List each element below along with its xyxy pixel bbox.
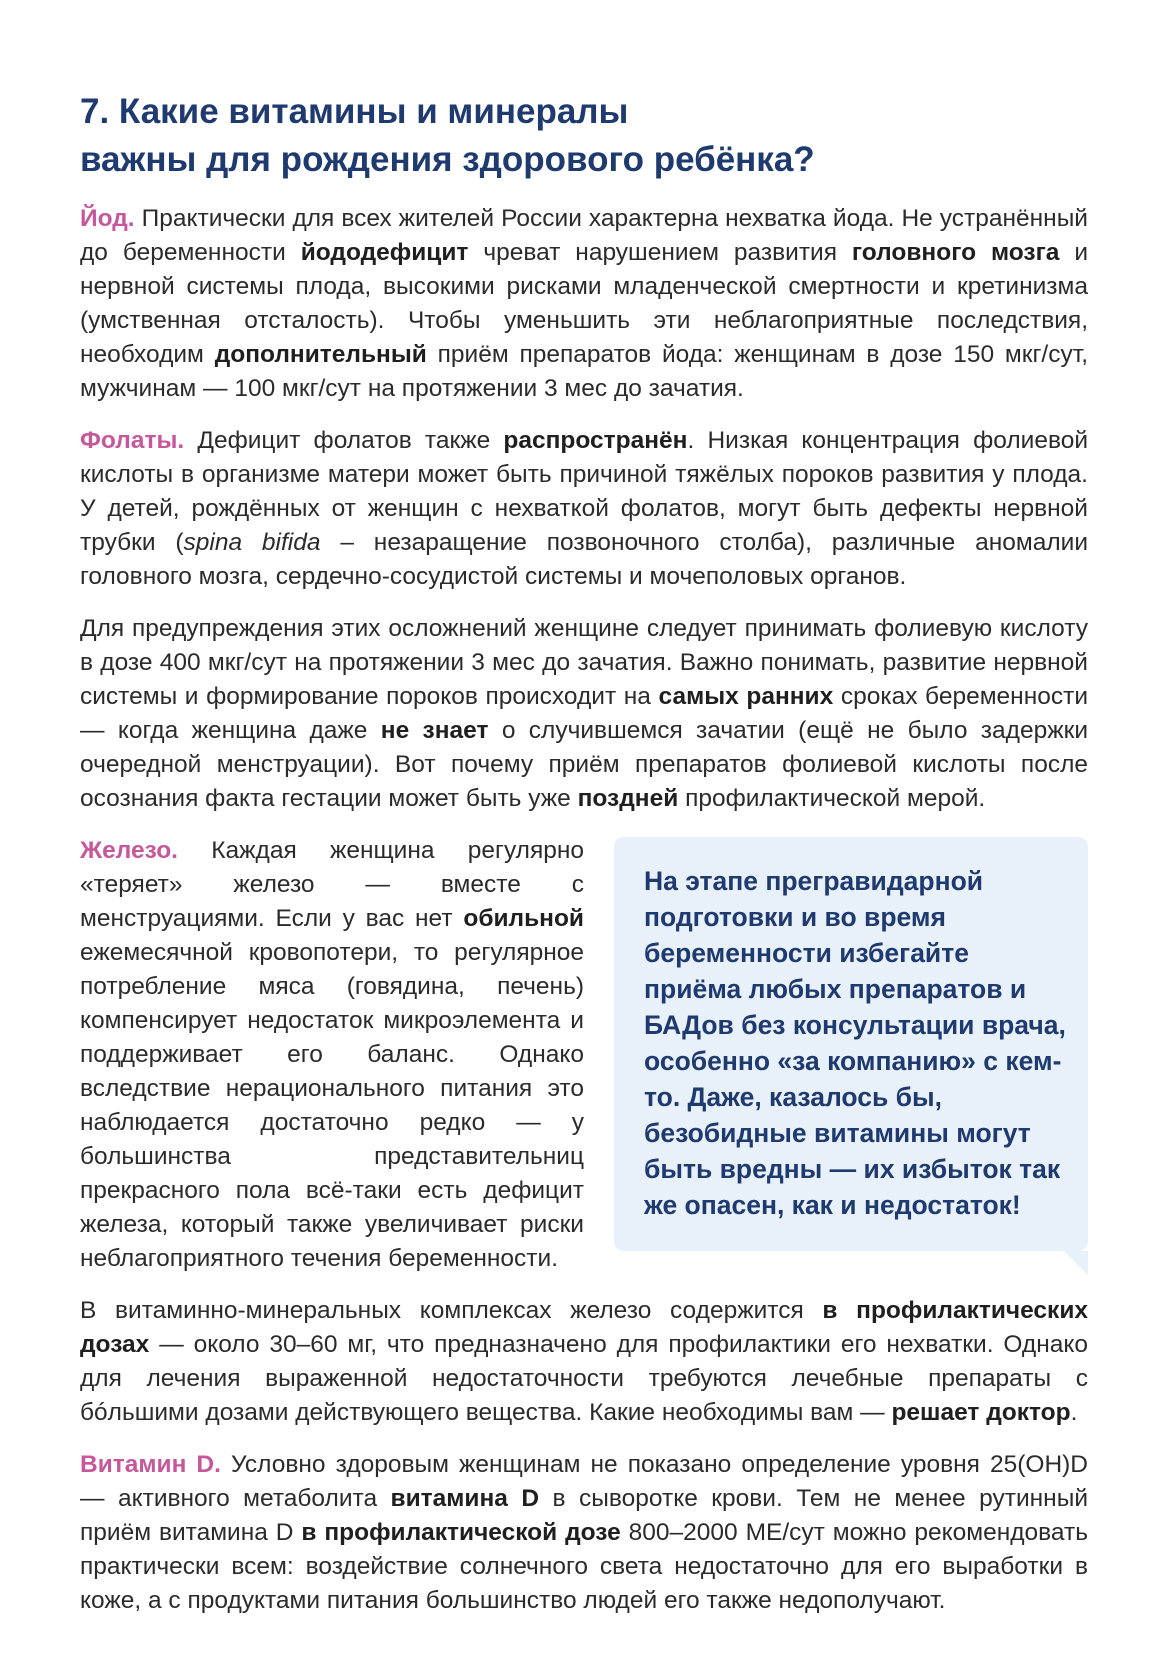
- text-run: – незаращение позвоночного столба), различные аномалии головного мозга, сердечно-сосудистой системы и мочеполовых органов.: [80, 529, 1089, 590]
- iron-doses-paragraph: [80, 1294, 1088, 1430]
- vitamin-d-lead: Витамин D.: [80, 1451, 221, 1478]
- text-run: в сыворотке крови. Тем не менее рутинный приём витамина D: [80, 1485, 1089, 1546]
- bold-run: распространён: [503, 427, 688, 454]
- iron-paragraph: [80, 834, 584, 1276]
- text-run: Условно здоровым женщинам не показано определение уровня 25(OH)D — активного метаболита: [80, 1451, 1088, 1512]
- title-line-2: важны для рождения здорового ребёнка?: [80, 140, 815, 179]
- callout-text: На этапе прегравидарной подготовки и во время беременности избегайте приёма любых препаратов и БАДов без консультации врача, особенно «за компанию» с кем-то. Даже, казалось бы, безобидные витамины могут быть вредны — их избыток так же опасен, как и недостаток!: [644, 866, 1066, 1220]
- iron-column: [80, 834, 584, 1276]
- iron-split-row: [80, 834, 1088, 1276]
- bold-run: в профилактической дозе: [301, 1519, 621, 1546]
- iodine-paragraph: [80, 202, 1088, 406]
- bold-run: головного мозга: [851, 239, 1060, 266]
- text-run: и нервной системы плода, высокими рисками младенческой смертности и кретинизма (умственная отсталость). Чтобы уменьшить эти неблагоприятные последствия, необходим: [80, 239, 1089, 368]
- bold-run: поздней: [577, 785, 679, 812]
- folates-paragraph: [80, 424, 1088, 594]
- text-run: о случившемся зачатии (ещё не было задержки очередной менструации). Вот почему приём препаратов фолиевой кислоты после осознания факта гестации может быть уже: [80, 717, 1088, 812]
- text-run: профилактической мерой.: [678, 785, 986, 812]
- text-run: — около 30–60 мг, что предназначено для профилактики его нехватки. Однако для лечения выраженной недостаточности требуются лечебные препараты с бóльшими дозами действующего вещества. Какие необходимы вам —: [80, 1331, 1088, 1426]
- text-run: чреват нарушением развития: [468, 239, 852, 266]
- bold-run: решает доктор: [891, 1399, 1071, 1426]
- text-run: сроках беременности — когда женщина даже: [80, 683, 1089, 744]
- bold-run: в профилактических дозах: [80, 1297, 1089, 1358]
- folates-lead: Фолаты.: [80, 427, 185, 454]
- page: [80, 88, 1088, 1636]
- text-run: 800–2000 МЕ/сут можно рекомендовать практически всем: воздействие солнечного света недостаточно для его выработки в коже, а с продуктами питания большинство людей его также недополучают.: [80, 1519, 1088, 1614]
- bold-run: самых ранних: [658, 683, 834, 710]
- bold-run: обильной: [463, 905, 584, 932]
- iodine-lead: Йод.: [80, 205, 135, 232]
- advice-callout-box: [614, 837, 1088, 1251]
- section-title: [80, 88, 1088, 184]
- vitamin-d-paragraph: [80, 1448, 1088, 1618]
- bold-run: не знает: [380, 717, 489, 744]
- text-run: Практически для всех жителей России характерна нехватка йода. Не устранённый до беременности: [80, 205, 1088, 266]
- bold-run: дополнительный: [214, 341, 427, 368]
- bold-run: витамина D: [390, 1485, 540, 1512]
- text-run: ежемесячной кровопотери, то регулярное потребление мяса (говядина, печень) компенсирует недостаток микроэлемента и поддерживает его баланс. Однако вследствие нерационального питания это наблюдается достаточно редко — у большинства представительниц прекрасного пола всё-таки есть дефицит железа, который также увеличивает риски неблагоприятного течения беременности.: [80, 939, 584, 1272]
- text-run: В витаминно-минеральных комплексах железо содержится: [80, 1297, 823, 1324]
- text-run: Каждая женщина регулярно «теряет» железо — вместе с менструациями. Если у вас нет: [80, 837, 584, 932]
- text-run: Для предупреждения этих осложнений женщине следует принимать фолиевую кислоту в дозе 400 мкг/сут на протяжении 3 мес до зачатия. Важно понимать, развитие нервной системы и формирование пороков происходит на: [80, 615, 1088, 710]
- text-run: Дефицит фолатов также: [184, 427, 504, 454]
- iron-lead: Железо.: [80, 837, 178, 864]
- italic-run: spina bifida: [183, 529, 321, 556]
- text-run: . Низкая концентрация фолиевой кислоты в организме матери может быть причиной тяжёлых пороков развития у плода. У детей, рождённых от женщин с нехваткой фолатов, могут быть дефекты нервной трубки (: [80, 427, 1089, 556]
- bold-run: йододефицит: [300, 239, 469, 266]
- text-run: .: [1070, 1399, 1078, 1426]
- folates-prevention-paragraph: [80, 612, 1088, 816]
- text-run: приём препаратов йода: женщинам в дозе 150 мкг/сут, мужчинам — 100 мкг/сут на протяжении 3 мес до зачатия.: [80, 341, 1089, 402]
- title-line-1: 7. Какие витамины и минералы: [80, 92, 629, 131]
